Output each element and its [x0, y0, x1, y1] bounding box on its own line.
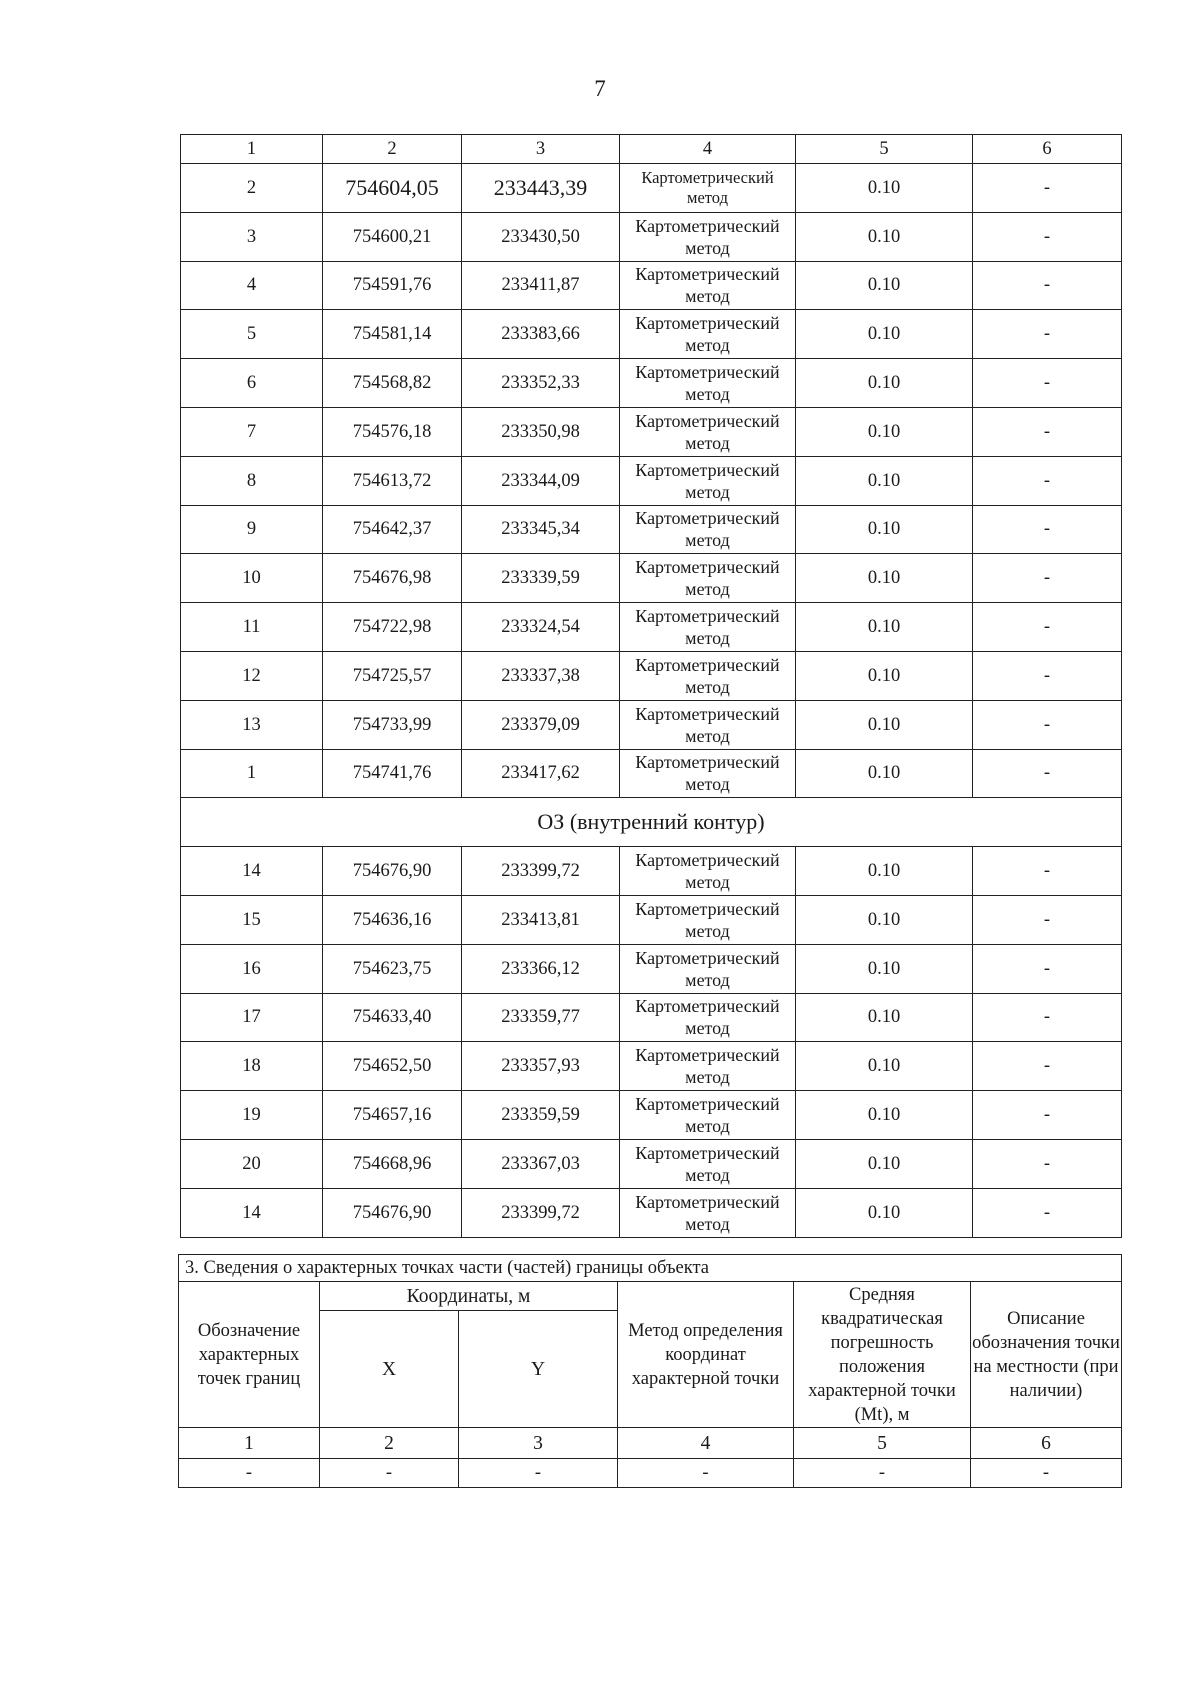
x-coordinate-cell: 754741,76 [323, 749, 462, 798]
point-number-cell: 14 [181, 847, 323, 896]
error-cell: 0.10 [796, 1188, 973, 1237]
x-coordinate-cell: 754733,99 [323, 700, 462, 749]
method-cell: Картометрический метод [620, 993, 796, 1042]
y-coordinate-cell: 233366,12 [462, 944, 620, 993]
y-coordinate-cell: 233443,39 [462, 164, 620, 213]
y-coordinate-cell: 233411,87 [462, 261, 620, 310]
table-row [181, 993, 1122, 1042]
table-row [181, 651, 1122, 700]
description-cell: - [973, 310, 1122, 359]
x-coordinate-cell: 754642,37 [323, 505, 462, 554]
header-cell: 1 [181, 135, 323, 164]
table-row [181, 359, 1122, 408]
method-cell: Картометрический метод [620, 1188, 796, 1237]
method-header: Метод определения координат характерной точки [618, 1282, 794, 1428]
x-coordinate-cell: 754636,16 [323, 895, 462, 944]
designation-header: Обозначение характерных точек границ [179, 1282, 320, 1428]
y-coordinate-cell: 233324,54 [462, 603, 620, 652]
error-cell: 0.10 [796, 603, 973, 652]
method-cell: Картометрический метод [620, 1042, 796, 1091]
description-cell: - [973, 847, 1122, 896]
description-cell: - [973, 359, 1122, 408]
x-coordinate-cell: 754568,82 [323, 359, 462, 408]
empty-cell: - [794, 1459, 971, 1488]
method-cell: Картометрический метод [620, 944, 796, 993]
y-coordinate-cell: 233379,09 [462, 700, 620, 749]
description-cell: - [973, 700, 1122, 749]
table-row [181, 1188, 1122, 1237]
x-coordinate-cell: 754657,16 [323, 1091, 462, 1140]
number-cell: 4 [618, 1428, 794, 1459]
x-coordinate-cell: 754613,72 [323, 456, 462, 505]
section-title-row [179, 1255, 1122, 1282]
method-cell: Картометрический метод [620, 1139, 796, 1188]
error-cell: 0.10 [796, 944, 973, 993]
table-row [181, 1139, 1122, 1188]
header-cell: 3 [462, 135, 620, 164]
part-boundary-points-table [178, 1254, 1122, 1488]
y-coordinate-cell: 233417,62 [462, 749, 620, 798]
description-cell: - [973, 895, 1122, 944]
number-cell: 2 [320, 1428, 459, 1459]
table-row [181, 895, 1122, 944]
error-cell: 0.10 [796, 456, 973, 505]
table-row [181, 1091, 1122, 1140]
table-row [181, 944, 1122, 993]
point-number-cell: 15 [181, 895, 323, 944]
y-header: Y [459, 1311, 618, 1428]
method-cell: Картометрический метод [620, 603, 796, 652]
empty-cell: - [971, 1459, 1122, 1488]
y-coordinate-cell: 233399,72 [462, 1188, 620, 1237]
method-cell: Картометрический метод [620, 505, 796, 554]
method-cell: Картометрический метод [620, 310, 796, 359]
point-number-cell: 18 [181, 1042, 323, 1091]
y-coordinate-cell: 233339,59 [462, 554, 620, 603]
y-coordinate-cell: 233430,50 [462, 212, 620, 261]
y-coordinate-cell: 233344,09 [462, 456, 620, 505]
table-row [181, 456, 1122, 505]
table-row [181, 847, 1122, 896]
error-cell: 0.10 [796, 1042, 973, 1091]
error-cell: 0.10 [796, 261, 973, 310]
x-coordinate-cell: 754722,98 [323, 603, 462, 652]
point-number-cell: 9 [181, 505, 323, 554]
header-cell: 4 [620, 135, 796, 164]
description-cell: - [973, 505, 1122, 554]
description-cell: - [973, 1091, 1122, 1140]
error-cell: 0.10 [796, 310, 973, 359]
error-cell: 0.10 [796, 749, 973, 798]
table-row [181, 505, 1122, 554]
x-coordinate-cell: 754668,96 [323, 1139, 462, 1188]
description-cell: - [973, 212, 1122, 261]
description-cell: - [973, 749, 1122, 798]
section-title: 3. Сведения о характерных точках части (частей) границы объекта [179, 1255, 1122, 1282]
description-cell: - [973, 603, 1122, 652]
point-number-cell: 11 [181, 603, 323, 652]
point-number-cell: 1 [181, 749, 323, 798]
point-number-cell: 8 [181, 456, 323, 505]
y-coordinate-cell: 233345,34 [462, 505, 620, 554]
table-row [181, 407, 1122, 456]
y-coordinate-cell: 233359,77 [462, 993, 620, 1042]
error-cell: 0.10 [796, 700, 973, 749]
description-cell: - [973, 651, 1122, 700]
table-row [181, 1042, 1122, 1091]
point-number-cell: 20 [181, 1139, 323, 1188]
method-cell: Картометрический метод [620, 554, 796, 603]
header-cell: 5 [796, 135, 973, 164]
error-cell: 0.10 [796, 895, 973, 944]
x-coordinate-cell: 754725,57 [323, 651, 462, 700]
x-coordinate-cell: 754633,40 [323, 993, 462, 1042]
table-row [181, 749, 1122, 798]
point-number-cell: 5 [181, 310, 323, 359]
number-cell: 3 [459, 1428, 618, 1459]
header-cell: 6 [973, 135, 1122, 164]
header-row-1 [179, 1282, 1122, 1311]
section-label: ОЗ (внутренний контур) [181, 798, 1122, 847]
table-row [181, 700, 1122, 749]
error-cell: 0.10 [796, 1091, 973, 1140]
method-cell: Картометрический метод [620, 651, 796, 700]
x-coordinate-cell: 754652,50 [323, 1042, 462, 1091]
x-coordinate-cell: 754676,90 [323, 1188, 462, 1237]
point-number-cell: 7 [181, 407, 323, 456]
y-coordinate-cell: 233337,38 [462, 651, 620, 700]
header-cell: 2 [323, 135, 462, 164]
page-number: 7 [594, 76, 606, 101]
x-coordinate-cell: 754576,18 [323, 407, 462, 456]
point-number-cell: 4 [181, 261, 323, 310]
method-cell: Картометрический метод [620, 1091, 796, 1140]
x-coordinate-cell: 754676,98 [323, 554, 462, 603]
error-cell: 0.10 [796, 212, 973, 261]
error-cell: 0.10 [796, 1139, 973, 1188]
point-number-cell: 17 [181, 993, 323, 1042]
error-header: Средняя квадратическая погрешность положения характерной точки (Mt), м [794, 1282, 971, 1428]
point-number-cell: 19 [181, 1091, 323, 1140]
empty-cell: - [179, 1459, 320, 1488]
description-header: Описание обозначения точки на местности (при наличии) [971, 1282, 1122, 1428]
point-number-cell: 16 [181, 944, 323, 993]
error-cell: 0.10 [796, 505, 973, 554]
method-cell: Картометрический метод [620, 164, 796, 213]
description-cell: - [973, 456, 1122, 505]
number-cell: 6 [971, 1428, 1122, 1459]
y-coordinate-cell: 233359,59 [462, 1091, 620, 1140]
x-coordinate-cell: 754623,75 [323, 944, 462, 993]
x-coordinate-cell: 754600,21 [323, 212, 462, 261]
description-cell: - [973, 407, 1122, 456]
method-cell: Картометрический метод [620, 700, 796, 749]
description-cell: - [973, 1188, 1122, 1237]
point-number-cell: 6 [181, 359, 323, 408]
description-cell: - [973, 993, 1122, 1042]
y-coordinate-cell: 233383,66 [462, 310, 620, 359]
number-cell: 1 [179, 1428, 320, 1459]
method-cell: Картометрический метод [620, 261, 796, 310]
x-coordinate-cell: 754676,90 [323, 847, 462, 896]
point-number-cell: 12 [181, 651, 323, 700]
error-cell: 0.10 [796, 164, 973, 213]
table-row [181, 164, 1122, 213]
error-cell: 0.10 [796, 407, 973, 456]
point-number-cell: 2 [181, 164, 323, 213]
boundary-points-table [180, 134, 1122, 1238]
x-coordinate-cell: 754591,76 [323, 261, 462, 310]
method-cell: Картометрический метод [620, 847, 796, 896]
x-header: X [320, 1311, 459, 1428]
column-number-row [181, 135, 1122, 164]
method-cell: Картометрический метод [620, 359, 796, 408]
method-cell: Картометрический метод [620, 212, 796, 261]
point-number-cell: 3 [181, 212, 323, 261]
description-cell: - [973, 164, 1122, 213]
method-cell: Картометрический метод [620, 407, 796, 456]
coordinates-header: Координаты, м [320, 1282, 618, 1311]
empty-cell: - [618, 1459, 794, 1488]
table-row [181, 261, 1122, 310]
y-coordinate-cell: 233352,33 [462, 359, 620, 408]
error-cell: 0.10 [796, 359, 973, 408]
empty-cell: - [320, 1459, 459, 1488]
section-row [181, 798, 1122, 847]
table-row [181, 603, 1122, 652]
empty-data-row [179, 1459, 1122, 1488]
method-cell: Картометрический метод [620, 749, 796, 798]
table-row [181, 554, 1122, 603]
point-number-cell: 13 [181, 700, 323, 749]
y-coordinate-cell: 233367,03 [462, 1139, 620, 1188]
empty-cell: - [459, 1459, 618, 1488]
x-coordinate-cell: 754581,14 [323, 310, 462, 359]
x-coordinate-cell: 754604,05 [323, 164, 462, 213]
y-coordinate-cell: 233399,72 [462, 847, 620, 896]
description-cell: - [973, 1139, 1122, 1188]
y-coordinate-cell: 233357,93 [462, 1042, 620, 1091]
point-number-cell: 14 [181, 1188, 323, 1237]
error-cell: 0.10 [796, 847, 973, 896]
boundary-points-body [181, 135, 1122, 1238]
error-cell: 0.10 [796, 651, 973, 700]
y-coordinate-cell: 233350,98 [462, 407, 620, 456]
column-number-row [179, 1428, 1122, 1459]
description-cell: - [973, 554, 1122, 603]
y-coordinate-cell: 233413,81 [462, 895, 620, 944]
table-row [181, 310, 1122, 359]
description-cell: - [973, 261, 1122, 310]
error-cell: 0.10 [796, 993, 973, 1042]
table-row [181, 212, 1122, 261]
description-cell: - [973, 1042, 1122, 1091]
method-cell: Картометрический метод [620, 895, 796, 944]
number-cell: 5 [794, 1428, 971, 1459]
point-number-cell: 10 [181, 554, 323, 603]
description-cell: - [973, 944, 1122, 993]
error-cell: 0.10 [796, 554, 973, 603]
method-cell: Картометрический метод [620, 456, 796, 505]
